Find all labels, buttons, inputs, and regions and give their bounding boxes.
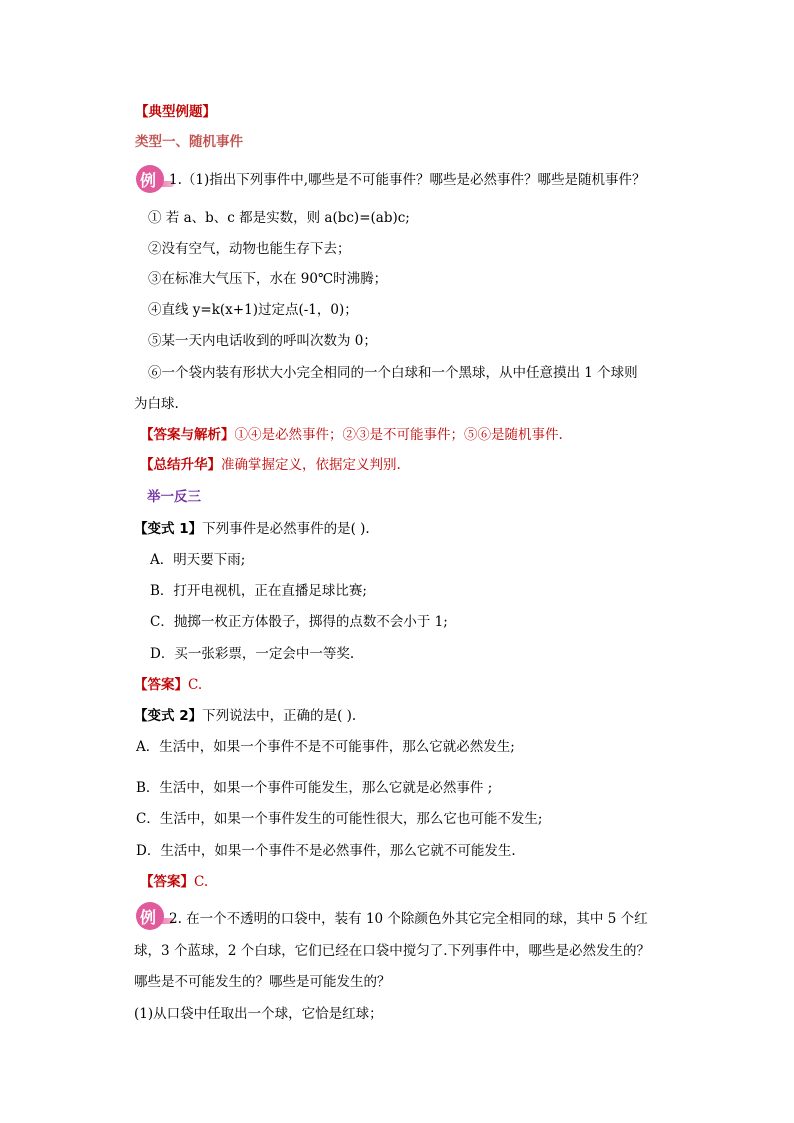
var1-answer-label: 【答案】 [134, 677, 188, 693]
ex1-item-2: ②没有空气，动物也能生存下去； [148, 241, 351, 257]
ex1-item-4: ④直线 y=k(x+1)过定点(-1，0)； [148, 302, 358, 318]
ex1-item-3: ③在标准大气压下，水在 90℃时沸腾； [148, 271, 388, 287]
ex2-line-2: 球，3 个蓝球，2 个白球，它们已经在口袋中搅匀了.下列事件中，哪些是必然发生的？ [134, 943, 651, 959]
ex1-question: 1.（1)指出下列事件中,哪些是不可能事件？哪些是必然事件？哪些是随机事件？ [169, 172, 646, 188]
ex1-item-5: ⑤某一天内电话收到的呼叫次数为 0； [148, 333, 377, 349]
var1-question-line [134, 520, 370, 538]
type1-title: 类型一、随机事件 [135, 134, 243, 150]
var1-option-b: B．打开电视机，正在直播足球比赛; [150, 583, 367, 599]
var1-option-a: A．明天要下雨; [150, 552, 246, 568]
var2-label: 【变式 2】 [134, 708, 203, 724]
var1-option-c: C．抛掷一枚正方体骰子，掷得的点数不会小于 1; [150, 614, 448, 630]
ex1-item-1: ① 若 a、b、c 都是实数，则 a(bc)=(ab)c; [148, 210, 410, 226]
var2-question-line [134, 707, 356, 725]
practice-title: 举一反三 [147, 489, 201, 505]
var1-label: 【变式 1】 [134, 521, 203, 537]
var1-question: 下列事件是必然事件的是( ). [202, 521, 370, 537]
section-title: 【典型例题】 [135, 104, 216, 120]
ex1-answer [140, 426, 563, 444]
var2-question: 下列说法中，正确的是( ). [202, 708, 357, 724]
ex1-item-6-cont: 为白球. [134, 396, 179, 412]
var2-answer-text: C. [194, 874, 209, 890]
ex1-summary [140, 456, 401, 474]
var1-answer-text: C. [188, 677, 203, 693]
example2-badge-char: 例 [140, 908, 157, 927]
var2-option-b: B．生活中，如果一个事件可能发生，那么它就是必然事件 ; [136, 780, 493, 796]
var2-option-a: A．生活中，如果一个事件不是不可能事件，那么它就必然发生; [136, 739, 515, 755]
ex2-item-1: (1)从口袋中任取出一个球，它恰是红球； [134, 1006, 383, 1022]
ex1-answer-text: ①④是必然事件；②③是不可能事件；⑤⑥是随机事件. [234, 427, 563, 443]
example-badge-char: 例 [140, 171, 157, 190]
ex2-line-3: 哪些是不可能发生的？哪些是可能发生的？ [134, 974, 391, 990]
ex1-summary-label: 【总结升华】 [140, 457, 221, 473]
var2-option-d: D．生活中，如果一个事件不是必然事件，那么它就不可能发生. [136, 843, 516, 859]
ex2-line-1: 2. 在一个不透明的口袋中，装有 10 个除颜色外其它完全相同的球，其中 5 个红 [169, 911, 648, 927]
ex1-answer-label: 【答案与解析】 [140, 427, 235, 443]
var2-answer-label: 【答案】 [140, 874, 194, 890]
var2-answer [140, 873, 208, 891]
ex1-item-6: ⑥一个袋内装有形状大小完全相同的一个白球和一个黑球，从中任意摸出 1 个球则 [148, 365, 638, 381]
var1-option-d: D．买一张彩票，一定会中一等奖. [150, 646, 355, 662]
var2-option-c: C．生活中，如果一个事件发生的可能性很大，那么它也可能不发生; [136, 811, 543, 827]
ex1-summary-text: 准确掌握定义，依据定义判别. [221, 457, 401, 473]
var1-answer [134, 676, 202, 694]
